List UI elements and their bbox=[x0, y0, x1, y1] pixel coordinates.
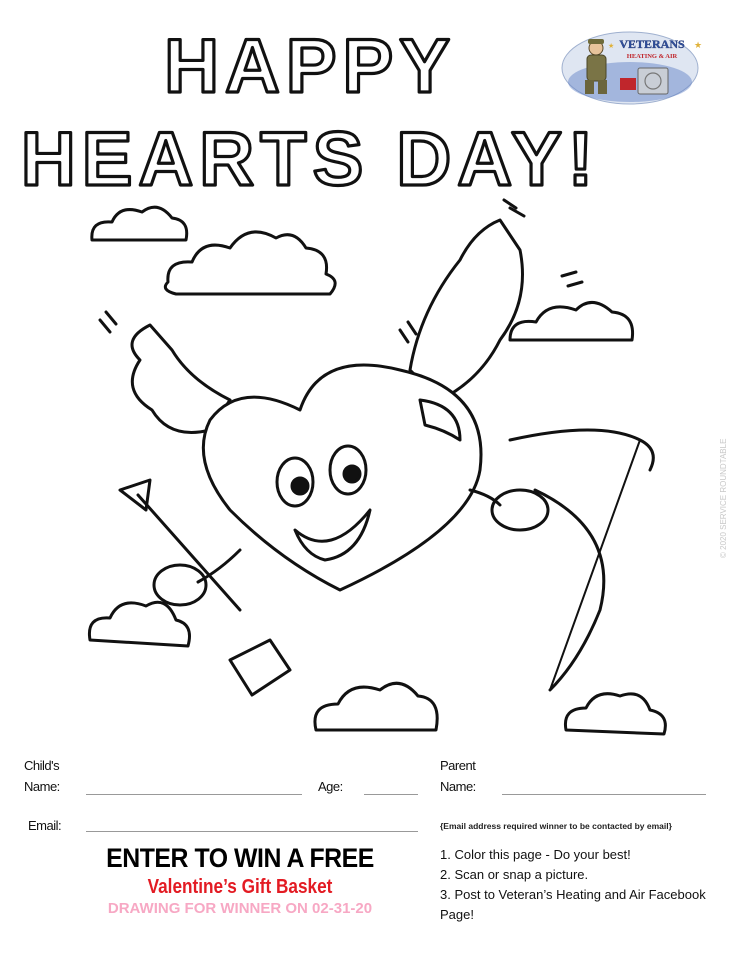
instructions-list bbox=[440, 845, 720, 925]
left-hand bbox=[154, 565, 206, 605]
right-hand bbox=[492, 490, 548, 530]
age-label: Age: bbox=[318, 779, 343, 794]
logo-line-1: VETERANS bbox=[619, 37, 685, 51]
company-logo bbox=[560, 30, 703, 105]
parent-name-field[interactable] bbox=[502, 794, 706, 795]
arrow-feather bbox=[230, 640, 290, 695]
child-name-label: Name: bbox=[24, 779, 60, 794]
title-line-1: HAPPY bbox=[164, 24, 456, 109]
right-wing bbox=[410, 220, 523, 400]
parent-name-label-line1: Parent bbox=[440, 758, 476, 773]
cloud bbox=[92, 207, 187, 240]
child-name-label-line1: Child's bbox=[24, 758, 60, 773]
email-field[interactable] bbox=[86, 831, 418, 832]
promo-headline: ENTER TO WIN A FREE bbox=[106, 843, 374, 873]
instruction-step: 3. Post to Veteran’s Heating and Air Facebook Page! bbox=[440, 887, 706, 922]
age-field[interactable] bbox=[364, 794, 418, 795]
instruction-step: 2. Scan or snap a picture. bbox=[440, 867, 589, 882]
child-name-field[interactable] bbox=[86, 794, 302, 795]
parent-name-label: Name: bbox=[440, 779, 476, 794]
promo-subhead: Valentine’s Gift Basket bbox=[147, 876, 333, 898]
promo-drawing-date: DRAWING FOR WINNER ON 02-31-20 bbox=[107, 900, 373, 917]
logo-line-2: HEATING & AIR bbox=[626, 53, 678, 60]
star-icon: ★ bbox=[694, 40, 703, 50]
cupid-heart-illustration bbox=[80, 190, 680, 750]
star-icon: ★ bbox=[608, 43, 615, 50]
cloud bbox=[315, 683, 437, 730]
cloud bbox=[89, 602, 189, 646]
promo-block bbox=[60, 842, 420, 919]
cloud bbox=[510, 302, 633, 340]
title-line-2: HEARTS DAY! bbox=[20, 117, 600, 202]
cloud bbox=[165, 232, 335, 294]
cloud bbox=[565, 694, 665, 734]
svg-text:© 2020 SERVICE ROUNDTABLE: © 2020 SERVICE ROUNDTABLE bbox=[719, 438, 728, 558]
email-label: Email: bbox=[28, 818, 62, 833]
copyright-notice bbox=[708, 370, 738, 560]
instruction-step: 1. Color this page - Do your best! bbox=[440, 847, 631, 862]
email-note: {Email address required winner to be contacted by email} bbox=[440, 821, 672, 831]
page-title bbox=[20, 20, 600, 202]
